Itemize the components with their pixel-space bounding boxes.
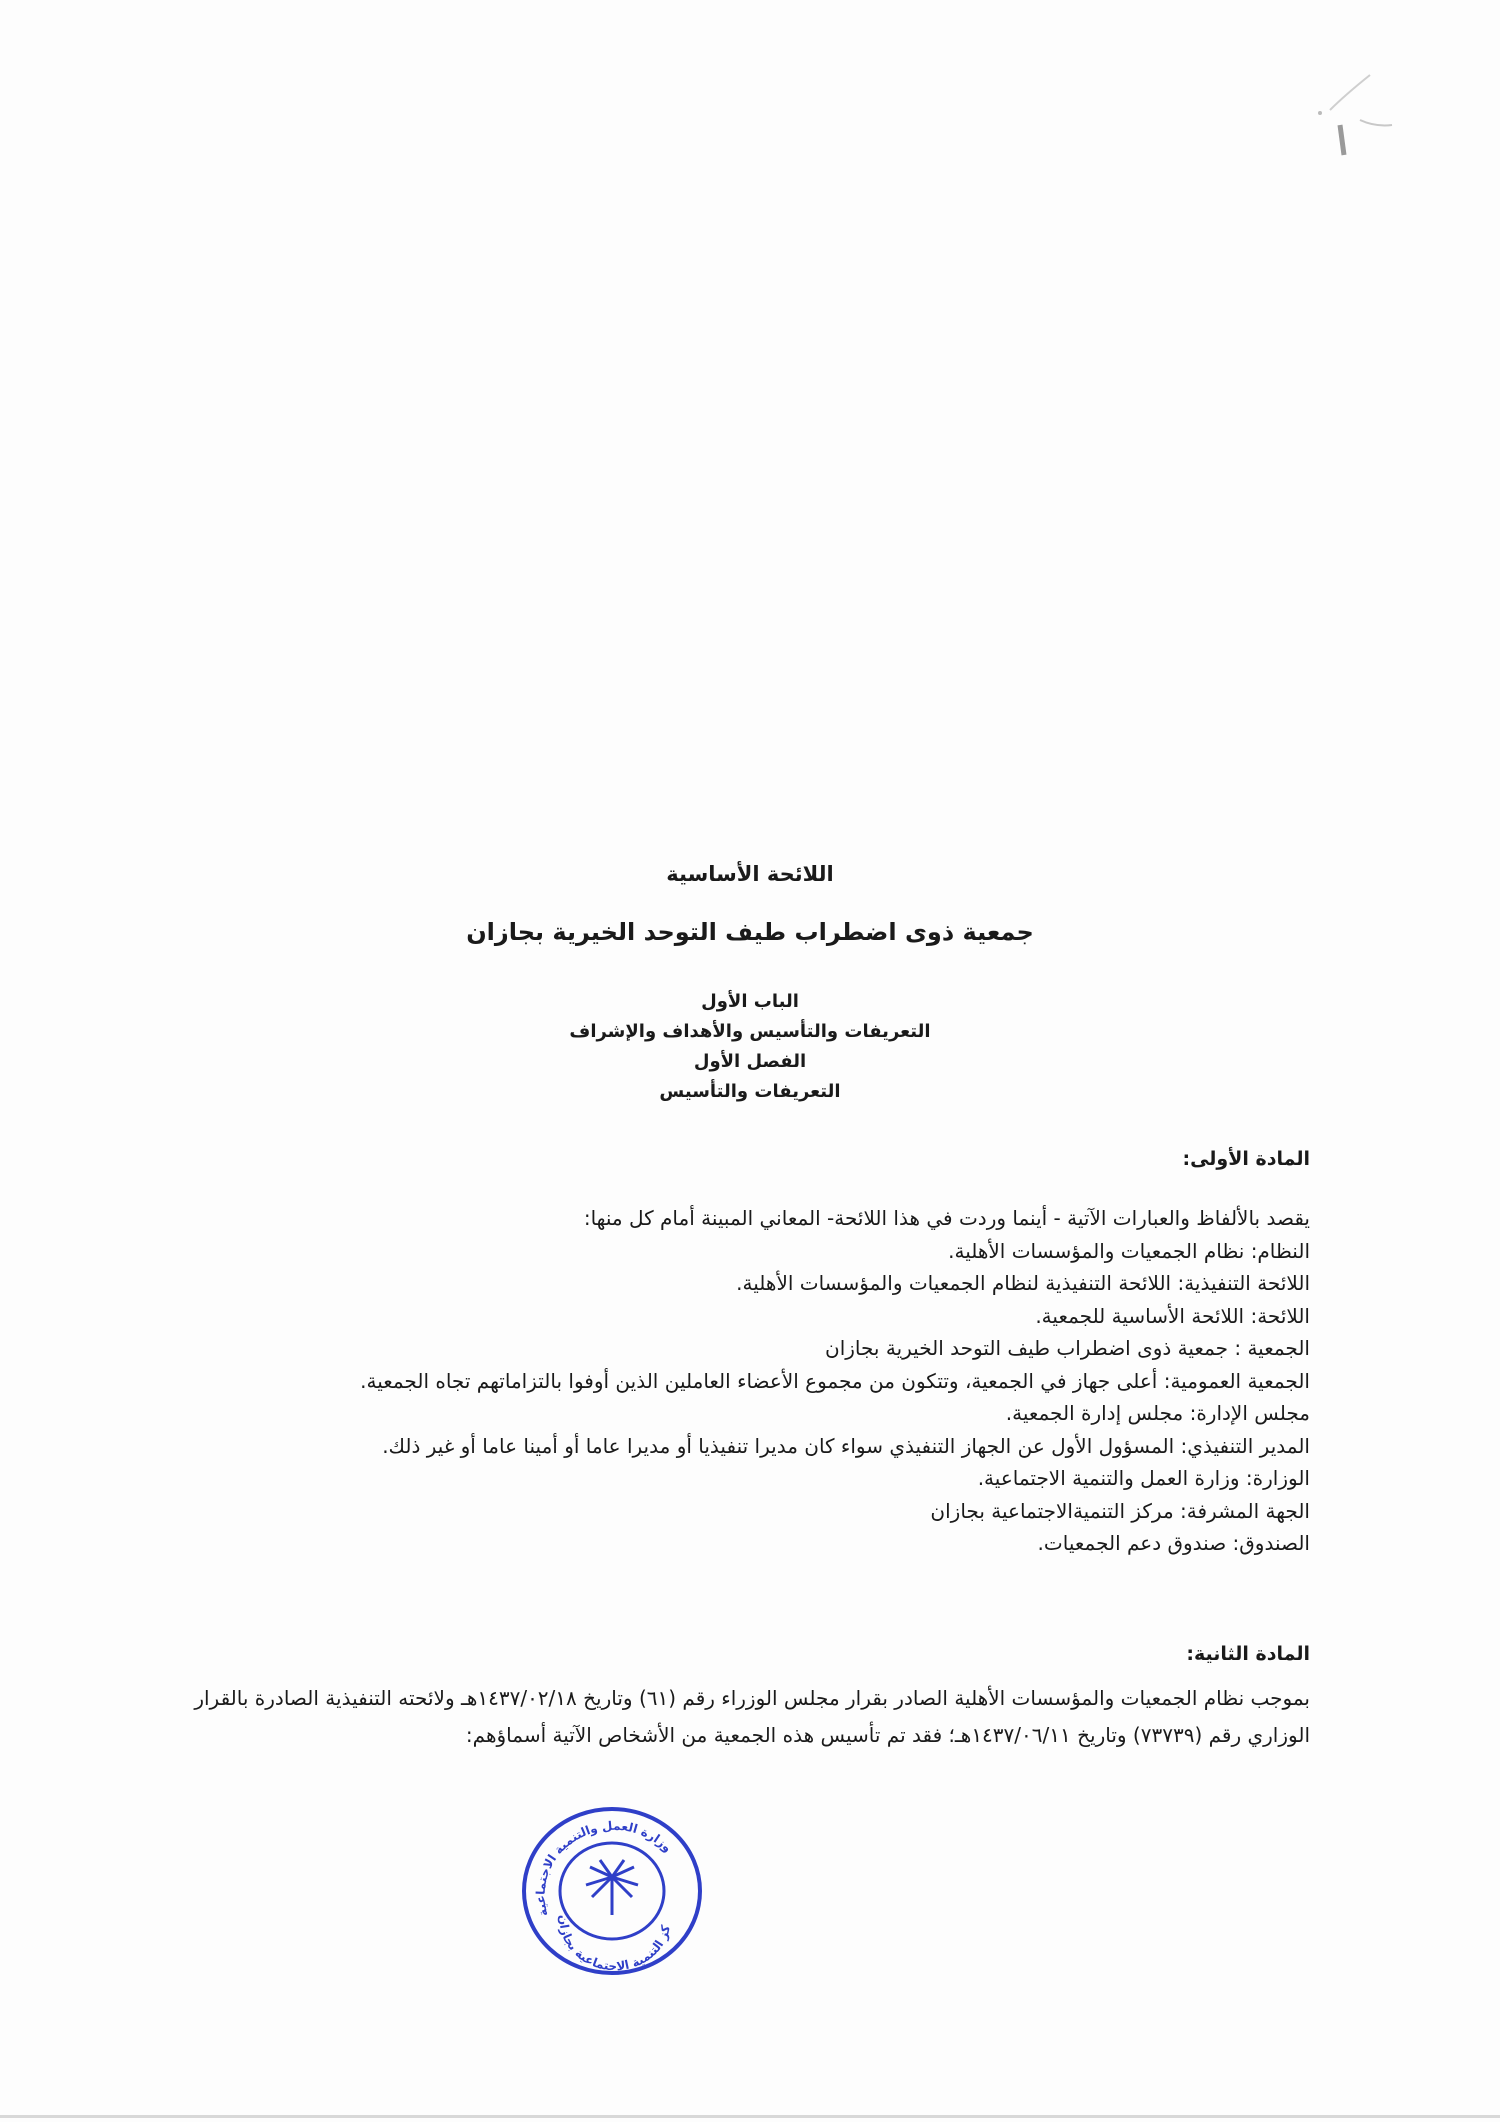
definition-line: اللائحة التنفيذية: اللائحة التنفيذية لنظام الجمعيات والمؤسسات الأهلية. xyxy=(736,1271,1310,1295)
definition-line: مجلس الإدارة: مجلس إدارة الجمعية. xyxy=(1005,1401,1310,1425)
part-heading: الباب الأول xyxy=(701,991,799,1012)
stamp-inner-text: كز التنمية الاجتماعية بجازان xyxy=(556,1914,673,1974)
definition-line: الجمعية العمومية: أعلى جهاز في الجمعية، وتتكون من مجموع الأعضاء العاملين الذين أوفوا بالتزاماتهم تجاه الجمعية. xyxy=(360,1368,1310,1393)
definition-line: الصندوق: صندوق دعم الجمعيات. xyxy=(1037,1531,1310,1555)
article-1-definitions xyxy=(150,1202,1310,1560)
definition-line: الجمعية : جمعية ذوى اضطراب طيف التوحد الخيرية بجازان xyxy=(825,1336,1310,1360)
definition-line: الوزارة: وزارة العمل والتنمية الاجتماعية. xyxy=(977,1466,1310,1490)
chapter-title: التعريفات والتأسيس xyxy=(659,1081,841,1102)
definition-line: اللائحة: اللائحة الأساسية للجمعية. xyxy=(1035,1303,1310,1328)
document-title: اللائحة الأساسية xyxy=(666,862,834,886)
chapter-heading: الفصل الأول xyxy=(693,1051,807,1072)
official-stamp xyxy=(520,1805,705,1977)
definition-line: يقصد بالألفاظ والعبارات الآتية - أينما وردت في هذا اللائحة- المعاني المبينة أمام كل منها: xyxy=(583,1206,1310,1230)
organization-name: جمعية ذوى اضطراب طيف التوحد الخيرية بجازان xyxy=(466,918,1034,946)
stamp-outer-text: وزارة العمل والتنمية الاجتماعية xyxy=(533,1818,675,1919)
article-2-heading: المادة الثانية: xyxy=(1186,1643,1310,1665)
definition-line: النظام: نظام الجمعيات والمؤسسات الأهلية. xyxy=(948,1238,1310,1263)
handwritten-mark xyxy=(1300,55,1400,165)
scan-edge xyxy=(0,2115,1500,2118)
definition-line: الجهة المشرفة: مركز التنميةالاجتماعية بجازان xyxy=(930,1498,1310,1523)
definition-line: المدير التنفيذي: المسؤول الأول عن الجهاز التنفيذي سواء كان مديرا تنفيذيا أو مديرا عاما أو أمينا عاما أو غير ذلك. xyxy=(382,1433,1310,1458)
part-title: التعريفات والتأسيس والأهداف والإشراف xyxy=(569,1021,931,1042)
article-2-text: بموجب نظام الجمعيات والمؤسسات الأهلية الصادر بقرار مجلس الوزراء رقم (٦١) وتاريخ ١٤٣٧/٠٢/١٨هـ ولائحته التنفيذية الصادرة بالقرار الوزاري رقم (٧٣٧٣٩) وتاريخ ١٤٣٧/٠٦/١١هـ؛ فقد تم تأسيس هذه الجمعية من الأشخاص الآتية أسماؤهم: xyxy=(194,1686,1310,1747)
article-1-heading: المادة الأولى: xyxy=(1182,1148,1310,1170)
